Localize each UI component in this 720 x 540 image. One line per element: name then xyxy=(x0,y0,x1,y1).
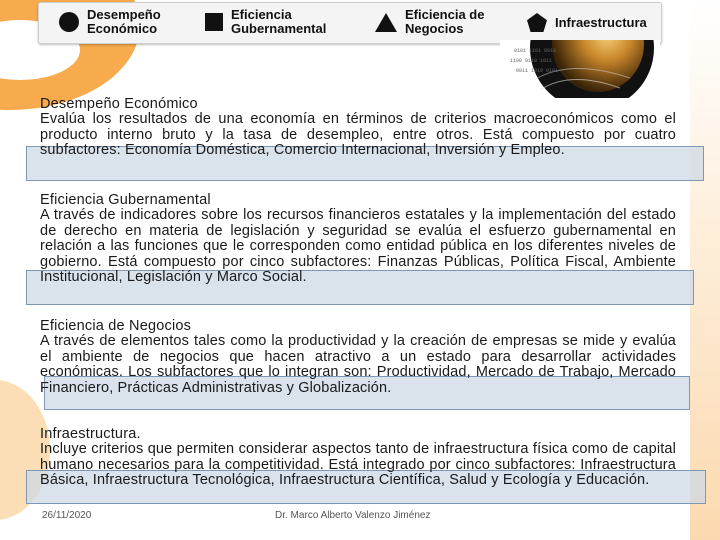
svg-text:1100 0110 1011: 1100 0110 1011 xyxy=(510,58,553,64)
legend-item-desempeno xyxy=(59,8,161,36)
section-body: Evalúa los resultados de una economía en términos de criterios macroeconómicos como el producto interno bruto y la tasa de desempleo, entre otros. Está compuesto por cuatro subfactores: Economía Doméstica, Comercio Internacional, Inversión y Empleo. xyxy=(40,111,676,158)
svg-text:0011 1010 0101: 0011 1010 0101 xyxy=(516,68,559,74)
legend-label: Desempeño Económico xyxy=(87,7,161,36)
digital-globe-image xyxy=(500,40,660,98)
triangle-icon xyxy=(375,13,397,32)
footer-date: 26/11/2020 xyxy=(42,510,92,521)
pentagon-icon xyxy=(527,13,547,32)
section-infraestructura xyxy=(40,426,676,489)
square-icon xyxy=(205,13,223,31)
legend-label: Eficiencia de Negocios xyxy=(405,7,485,36)
section-title: Desempeño Económico xyxy=(40,96,198,112)
legend-item-negocios xyxy=(375,8,484,36)
legend-label: Infraestructura xyxy=(555,14,647,30)
circle-icon xyxy=(59,12,79,32)
section-body: A través de indicadores sobre los recursos financieros estatales y la implementación del estado de derecho en materia de legislación y seguridad se evalúa el esfuerzo gubernamental en relación a las funciones que le corresponden como entidad pública en los diferentes niveles de gobierno. Está compuesto por cinco subfactores: Finanzas Públicas, Política Fiscal, Ambiente Institucional, Legislación y Marco Social. xyxy=(40,207,676,285)
section-title: Eficiencia Gubernamental xyxy=(40,192,211,208)
section-title: Infraestructura. xyxy=(40,426,141,442)
factor-legend-bar xyxy=(38,2,662,44)
right-edge-gradient-decoration xyxy=(690,0,720,540)
section-gubernamental xyxy=(40,192,676,286)
section-title: Eficiencia de Negocios xyxy=(40,318,192,334)
section-body: Incluye criterios que permiten considerar aspectos tanto de infraestructura física como de capital humano necesarios para la competitividad. Está integrado por cinco subfactores: Infraestructura Básica, Infraestructura Tecnológica, Infraestructura Científica, Salud y Ecología y Educación. xyxy=(40,441,676,488)
section-body: A través de elementos tales como la productividad y la creación de empresas se mide y evalúa el ambiente de negocios que hacen atractivo a un estado para desarrollar actividades económicas. Los subfactores que lo integran son: Productividad, Mercado de Trabajo, Mercado Financiero, Prácticas Administrativas y Globalización. xyxy=(40,333,676,396)
legend-item-gubernamental xyxy=(205,8,326,36)
legend-label: Eficiencia Gubernamental xyxy=(231,7,327,36)
footer-author: Dr. Marco Alberto Valenzo Jiménez xyxy=(275,510,431,521)
legend-item-infraestructura xyxy=(527,13,647,32)
section-negocios xyxy=(40,318,676,396)
svg-text:0101 1101 0010: 0101 1101 0010 xyxy=(514,48,557,54)
section-desempeno xyxy=(40,96,676,159)
